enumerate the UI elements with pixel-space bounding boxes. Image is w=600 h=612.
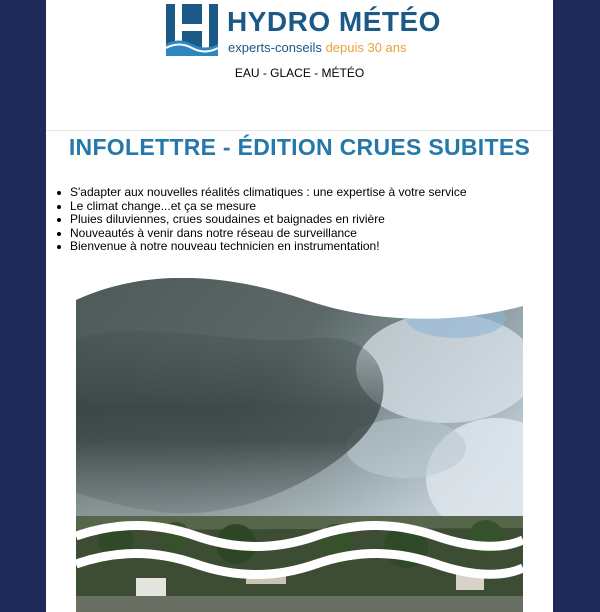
brand-name: HYDRO MÉTÉO	[227, 6, 441, 37]
header-divider	[46, 130, 553, 131]
list-item: Nouveautés à venir dans notre réseau de surveillance	[70, 227, 467, 241]
hydro-meteo-logo-icon	[166, 4, 218, 56]
newsletter-title: INFOLETTRE - ÉDITION CRUES SUBITES	[68, 134, 531, 160]
list-item: Bienvenue à notre nouveau technicien en instrumentation!	[70, 240, 467, 254]
brand-tagline	[228, 40, 407, 55]
header-subtitle: EAU - GLACE - MÉTÉO	[234, 66, 365, 80]
tagline-part2: depuis 30 ans	[325, 40, 407, 55]
list-item: Le climat change...et ça se mesure	[70, 200, 467, 214]
list-item: S'adapter aux nouvelles réalités climatiques : une expertise à votre service	[70, 185, 467, 199]
logo[interactable]	[166, 4, 446, 56]
tagline-part1: experts-conseils	[228, 40, 322, 55]
list-item: Pluies diluviennes, crues soudaines et baignades en rivière	[70, 213, 467, 227]
headline-list	[70, 186, 467, 254]
newsletter-sheet	[46, 0, 553, 612]
hero-storm-photo[interactable]	[76, 278, 523, 612]
